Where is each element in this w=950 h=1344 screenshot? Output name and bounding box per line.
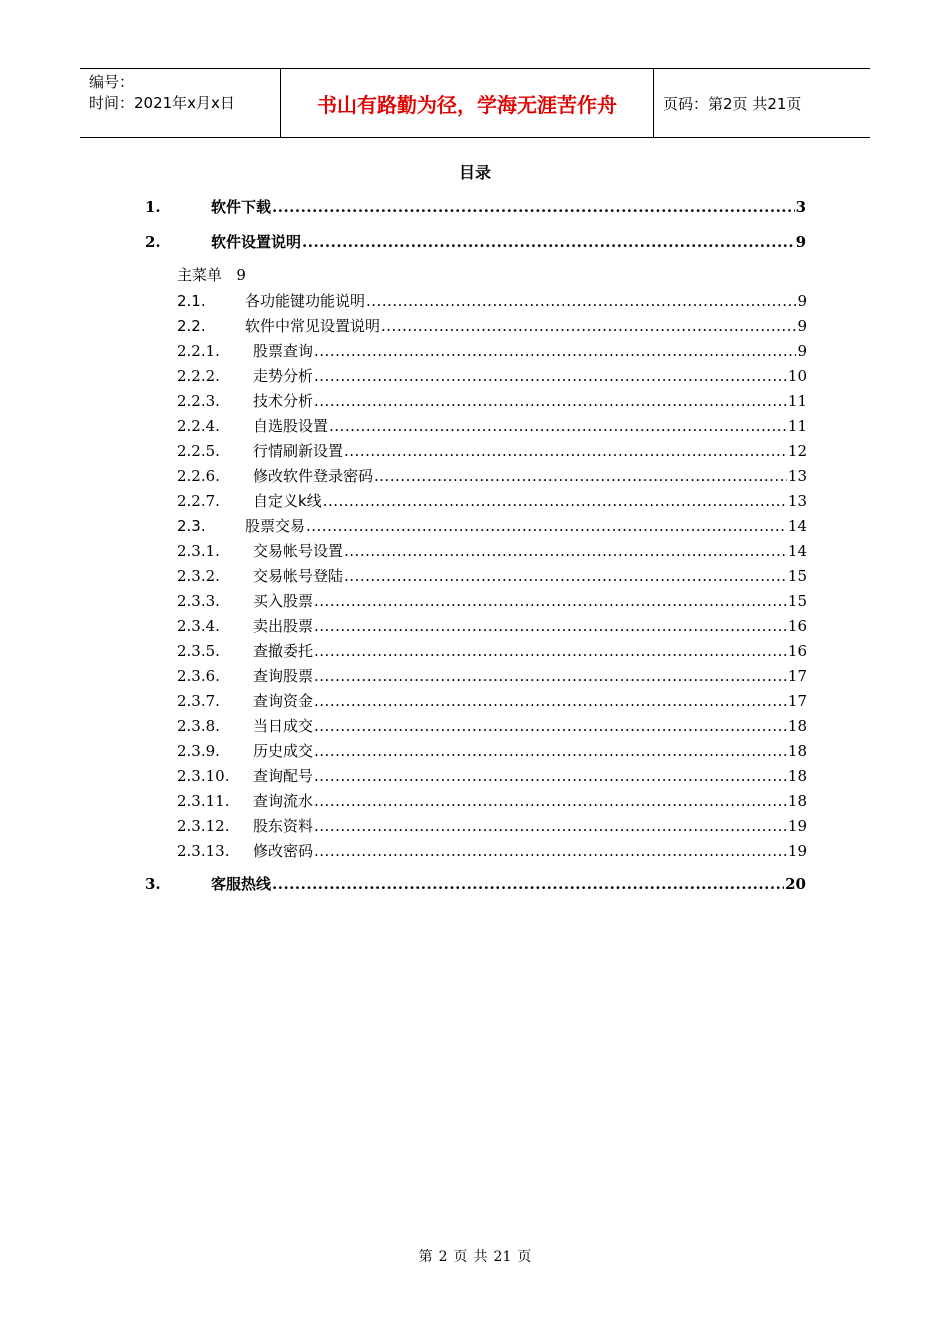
toc-entry-label: 历史成交 bbox=[253, 742, 314, 760]
toc-entry-page: 12 bbox=[787, 442, 807, 460]
toc-entry-label: 交易帐号设置 bbox=[253, 542, 344, 560]
toc-entry-page: 18 bbox=[787, 767, 807, 785]
toc-entry-number: 2.2.3. bbox=[177, 392, 220, 410]
toc-dot-leader bbox=[314, 392, 787, 410]
toc-entry-number: 2.2.7. bbox=[177, 492, 220, 510]
toc-entry-page: 19 bbox=[787, 842, 807, 860]
toc-entry-label: 自定义k线 bbox=[253, 492, 322, 510]
toc-entry-label: 查询资金 bbox=[253, 692, 314, 710]
toc-entry-number: 2.3.3. bbox=[177, 592, 220, 610]
toc-entry[interactable] bbox=[177, 440, 807, 461]
toc-entry[interactable] bbox=[145, 196, 806, 217]
toc-entry[interactable] bbox=[177, 540, 807, 561]
toc-dot-leader bbox=[344, 442, 787, 460]
toc-main-menu-page: 9 bbox=[236, 266, 246, 284]
toc-dot-leader bbox=[374, 467, 787, 485]
toc-dot-leader bbox=[302, 233, 795, 251]
toc-entry-label: 软件中常见设置说明 bbox=[245, 317, 381, 335]
toc-entry[interactable] bbox=[177, 740, 807, 761]
toc-entry-page: 14 bbox=[787, 542, 807, 560]
header-motto-cell bbox=[281, 69, 654, 137]
serial-label: 编号： bbox=[89, 73, 135, 91]
toc-entry-number: 2.2.2. bbox=[177, 367, 220, 385]
toc-entry-label: 查询配号 bbox=[253, 767, 314, 785]
toc-entry[interactable] bbox=[177, 765, 807, 786]
page-header bbox=[80, 68, 870, 138]
toc-entry-label: 修改软件登录密码 bbox=[253, 467, 374, 485]
toc-entry-page: 9 bbox=[797, 342, 807, 360]
toc-entry-label: 股东资料 bbox=[253, 817, 314, 835]
toc-entry[interactable] bbox=[177, 340, 807, 361]
toc-entry-number: 2.3.7. bbox=[177, 692, 220, 710]
toc-dot-leader bbox=[344, 567, 787, 585]
page-label: 页码：第2页 bbox=[663, 94, 748, 113]
toc-entry-label: 软件设置说明 bbox=[211, 233, 302, 251]
toc-entry-page: 3 bbox=[795, 198, 806, 216]
toc-entry-number: 2.2.6. bbox=[177, 467, 220, 485]
toc-entry-label: 交易帐号登陆 bbox=[253, 567, 344, 585]
toc-entry-page: 17 bbox=[787, 692, 807, 710]
toc-dot-leader bbox=[314, 817, 787, 835]
toc-entry-label: 查询股票 bbox=[253, 667, 314, 685]
toc-entry-page: 19 bbox=[787, 817, 807, 835]
toc-entry-number: 2.2. bbox=[177, 317, 206, 335]
footer-total: 21 bbox=[493, 1249, 512, 1265]
total-label: 共21页 bbox=[752, 94, 802, 113]
toc-entry-number: 2.3. bbox=[177, 517, 206, 535]
toc-entry-number: 2.3.13. bbox=[177, 842, 230, 860]
toc-entry[interactable] bbox=[177, 390, 807, 411]
toc-entry-page: 15 bbox=[787, 592, 807, 610]
toc-entry-number: 2. bbox=[145, 233, 161, 251]
toc-entry-page: 14 bbox=[787, 517, 807, 535]
toc-dot-leader bbox=[314, 717, 787, 735]
toc-entry-number: 2.3.9. bbox=[177, 742, 220, 760]
toc-dot-leader bbox=[314, 692, 787, 710]
toc-entry[interactable] bbox=[177, 365, 807, 386]
toc-entry-number: 2.1. bbox=[177, 292, 206, 310]
toc-entry-number: 1. bbox=[145, 198, 161, 216]
toc-entry-label: 客服热线 bbox=[211, 875, 272, 893]
toc-entry-page: 9 bbox=[797, 317, 807, 335]
toc-entry-label: 查撤委托 bbox=[253, 642, 314, 660]
toc-entry[interactable] bbox=[177, 290, 807, 311]
toc-entry-page: 15 bbox=[787, 567, 807, 585]
toc-entry-label: 买入股票 bbox=[253, 592, 314, 610]
toc-entry-number: 2.3.2. bbox=[177, 567, 220, 585]
toc-entry[interactable] bbox=[177, 715, 807, 736]
toc-entry-label: 软件下载 bbox=[211, 198, 272, 216]
toc-entry[interactable] bbox=[177, 515, 807, 536]
toc-entry-label: 走势分析 bbox=[253, 367, 314, 385]
toc-entry-label: 修改密码 bbox=[253, 842, 314, 860]
toc-entry-page: 18 bbox=[787, 792, 807, 810]
toc-entry[interactable] bbox=[145, 231, 806, 252]
toc-entry-label: 行情刷新设置 bbox=[253, 442, 344, 460]
motto-text: 书山有路勤为径，学海无涯苦作舟 bbox=[317, 92, 617, 117]
toc-dot-leader bbox=[314, 642, 787, 660]
toc-entry-number: 2.3.1. bbox=[177, 542, 220, 560]
toc-entry-page: 17 bbox=[787, 667, 807, 685]
toc-title: 目录 bbox=[458, 163, 491, 182]
toc-main-menu[interactable] bbox=[177, 264, 246, 285]
toc-entry[interactable] bbox=[177, 415, 807, 436]
toc-entry-label: 自选股设置 bbox=[253, 417, 329, 435]
toc-entry[interactable] bbox=[177, 565, 807, 586]
footer-ye: 页 bbox=[453, 1249, 468, 1265]
toc-entry-number: 2.3.10. bbox=[177, 767, 230, 785]
header-meta-cell bbox=[80, 69, 281, 137]
toc-entry-number: 2.3.12. bbox=[177, 817, 230, 835]
toc-entry[interactable] bbox=[177, 490, 807, 511]
toc-entry-number: 2.3.4. bbox=[177, 617, 220, 635]
toc-entry-page: 16 bbox=[787, 617, 807, 635]
toc-entry-page: 18 bbox=[787, 742, 807, 760]
toc-dot-leader bbox=[314, 367, 787, 385]
toc-dot-leader bbox=[306, 517, 787, 535]
toc-dot-leader bbox=[329, 417, 787, 435]
toc-main-menu-label: 主菜单 bbox=[177, 266, 223, 284]
toc-entry-number: 2.3.5. bbox=[177, 642, 220, 660]
toc-entry-label: 股票交易 bbox=[245, 517, 306, 535]
toc-entry[interactable] bbox=[177, 665, 807, 686]
toc-dot-leader bbox=[323, 492, 787, 510]
toc-entry-number: 2.2.4. bbox=[177, 417, 220, 435]
toc-dot-leader bbox=[314, 742, 787, 760]
toc-dot-leader bbox=[272, 875, 784, 893]
toc-dot-leader bbox=[314, 842, 787, 860]
toc-entry-label: 股票查询 bbox=[253, 342, 314, 360]
time-label: 时间：2021年x月x日 bbox=[89, 94, 235, 112]
toc-dot-leader bbox=[314, 592, 787, 610]
toc-entry-page: 11 bbox=[787, 417, 807, 435]
toc-entry-label: 当日成交 bbox=[253, 717, 314, 735]
footer-ye2: 页 bbox=[517, 1249, 532, 1265]
toc-entry-page: 13 bbox=[787, 492, 807, 510]
toc-entry-page: 10 bbox=[787, 367, 807, 385]
page-footer bbox=[0, 1246, 950, 1266]
toc-entry-number: 2.3.6. bbox=[177, 667, 220, 685]
header-page-cell bbox=[654, 69, 870, 137]
toc-entry-page: 13 bbox=[787, 467, 807, 485]
toc-entry-label: 各功能键功能说明 bbox=[245, 292, 366, 310]
toc-dot-leader bbox=[344, 542, 787, 560]
footer-gong: 共 bbox=[473, 1249, 488, 1265]
toc-entry-page: 9 bbox=[795, 233, 806, 251]
toc-entry-label: 技术分析 bbox=[253, 392, 314, 410]
toc-dot-leader bbox=[314, 667, 787, 685]
toc-entry[interactable] bbox=[177, 615, 807, 636]
toc-dot-leader bbox=[314, 792, 787, 810]
footer-di: 第 bbox=[418, 1249, 433, 1265]
toc-entry[interactable] bbox=[177, 840, 807, 861]
toc-dot-leader bbox=[366, 292, 796, 310]
toc-entry[interactable] bbox=[177, 690, 807, 711]
toc-entry-page: 20 bbox=[785, 875, 806, 893]
toc-entry[interactable] bbox=[177, 815, 807, 836]
toc-entry-page: 11 bbox=[787, 392, 807, 410]
toc-entry-number: 2.3.11. bbox=[177, 792, 230, 810]
toc-dot-leader bbox=[314, 617, 787, 635]
toc-entry-label: 卖出股票 bbox=[253, 617, 314, 635]
footer-page: 2 bbox=[438, 1249, 448, 1265]
toc-entry[interactable] bbox=[177, 640, 807, 661]
toc-dot-leader bbox=[314, 342, 796, 360]
toc-entry-number: 2.3.8. bbox=[177, 717, 220, 735]
toc-dot-leader bbox=[381, 317, 796, 335]
toc-entry-page: 9 bbox=[797, 292, 807, 310]
toc-entry-page: 16 bbox=[787, 642, 807, 660]
toc-entry-number: 2.2.5. bbox=[177, 442, 220, 460]
toc-entry-page: 18 bbox=[787, 717, 807, 735]
toc-entry-number: 2.2.1. bbox=[177, 342, 220, 360]
toc-dot-leader bbox=[272, 198, 795, 216]
toc-entry[interactable] bbox=[177, 315, 807, 336]
toc-entry[interactable] bbox=[177, 790, 807, 811]
toc-entry[interactable] bbox=[177, 465, 807, 486]
toc-entry[interactable] bbox=[177, 590, 807, 611]
toc-entry-label: 查询流水 bbox=[253, 792, 314, 810]
toc-dot-leader bbox=[314, 767, 787, 785]
toc-entry[interactable] bbox=[145, 873, 806, 894]
toc-entry-number: 3. bbox=[145, 875, 161, 893]
